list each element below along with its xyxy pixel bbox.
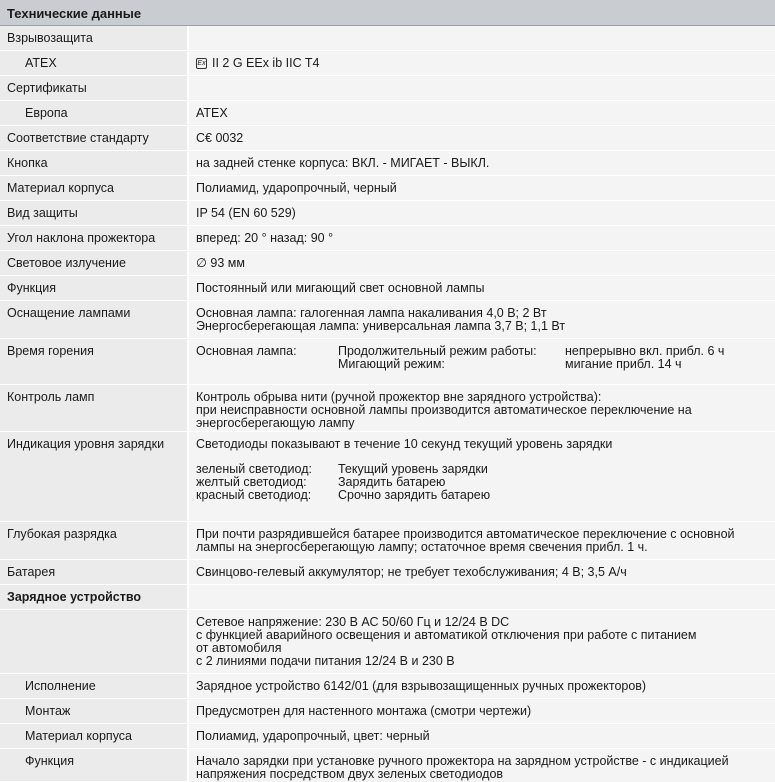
row-label: Глубокая разрядка xyxy=(0,522,187,559)
row-label: Контроль ламп xyxy=(0,385,187,431)
row-lamps xyxy=(0,301,775,339)
text-line: при неисправности основной лампы производится автоматическое переключение на xyxy=(196,403,692,417)
row-charger-supply xyxy=(0,610,775,674)
row-certificates xyxy=(0,76,775,101)
row-label: Сертификаты xyxy=(0,76,187,100)
row-value: Полиамид, ударопрочный, черный xyxy=(189,176,775,200)
row-value xyxy=(189,522,775,559)
row-value xyxy=(189,301,775,338)
row-burn-time xyxy=(0,339,775,385)
text-line: Контроль обрыва нити (ручной прожектор вне зарядного устройства): xyxy=(196,390,602,404)
row-label: ATEX xyxy=(0,51,187,75)
row-value xyxy=(189,432,775,521)
row-battery xyxy=(0,560,775,585)
row-charger-material xyxy=(0,724,775,749)
text-line: Светодиоды показывают в течение 10 секунд текущий уровень зарядки xyxy=(196,437,613,451)
row-value: на задней стенке корпуса: ВКЛ. - МИГАЕТ - ВЫКЛ. xyxy=(189,151,775,175)
row-label: Взрывозащита xyxy=(0,26,187,50)
row-charger-function xyxy=(0,749,775,782)
text-line: Основная лампа: галогенная лампа накаливания 4,0 В; 2 Вт xyxy=(196,306,547,320)
row-charger-mount xyxy=(0,699,775,724)
text-line: с функцией аварийного освещения и автоматикой отключения при работе с питанием xyxy=(196,628,697,642)
row-label: Угол наклона прожектора xyxy=(0,226,187,250)
row-value: вперед: 20 ° назад: 90 ° xyxy=(189,226,775,250)
burn-time-lamp: Основная лампа: xyxy=(196,344,297,358)
row-value xyxy=(189,51,775,75)
row-value xyxy=(189,610,775,673)
row-explosion-protection xyxy=(0,26,775,51)
row-value: Постоянный или мигающий свет основной лампы xyxy=(189,276,775,300)
row-value xyxy=(189,76,775,100)
row-label: Монтаж xyxy=(0,699,187,723)
row-value: Предусмотрен для настенного монтажа (смотри чертежи) xyxy=(189,699,775,723)
row-tilt-angle xyxy=(0,226,775,251)
row-label: Зарядное устройство xyxy=(0,585,187,609)
row-label: Время горения xyxy=(0,339,187,384)
row-value: IP 54 (EN 60 529) xyxy=(189,201,775,225)
row-value: Свинцово-гелевый аккумулятор; не требует техобслуживания; 4 В; 3,5 А/ч xyxy=(189,560,775,584)
row-value xyxy=(189,26,775,50)
row-value: ATEX xyxy=(189,101,775,125)
burn-time-mode xyxy=(338,345,537,371)
row-label: Батарея xyxy=(0,560,187,584)
atex-marking: II 2 G EEx ib IIC T4 xyxy=(212,56,320,70)
row-label: Оснащение лампами xyxy=(0,301,187,338)
text-line: от автомобиля xyxy=(196,641,282,655)
row-value xyxy=(189,585,775,609)
row-deep-discharge xyxy=(0,522,775,560)
row-label: Функция xyxy=(0,276,187,300)
row-charger-version xyxy=(0,674,775,699)
row-label: Европа xyxy=(0,101,187,125)
text-line: Сетевое напряжение: 230 В АС 50/60 Гц и 12/24 В DC xyxy=(196,615,510,629)
burn-duration-flashing: мигание прибл. 14 ч xyxy=(565,357,682,371)
row-label: Соответствие стандарту xyxy=(0,126,187,150)
burn-duration-continuous: непрерывно вкл. прибл. 6 ч xyxy=(565,344,725,358)
text-line: лампы на энергосберегающую лампу; остаточное время свечения прибл. 1 ч. xyxy=(196,540,648,554)
led-meaning: Зарядить батарею xyxy=(338,475,446,489)
row-label: Материал корпуса xyxy=(0,724,187,748)
row-value: ∅ 93 мм xyxy=(189,251,775,275)
row-light-emission xyxy=(0,251,775,276)
row-label: Исполнение xyxy=(0,674,187,698)
row-label: Световое излучение xyxy=(0,251,187,275)
row-value: Полиамид, ударопрочный, цвет: черный xyxy=(189,724,775,748)
led-meaning: Текущий уровень зарядки xyxy=(338,462,488,476)
row-value xyxy=(189,385,775,431)
text-line: энергосберегающую лампу xyxy=(196,416,355,430)
ex-marking-icon: Ex xyxy=(197,60,206,68)
row-atex xyxy=(0,51,775,76)
row-value xyxy=(189,749,775,782)
led-meaning: Срочно зарядить батарею xyxy=(338,488,491,502)
row-lamp-control xyxy=(0,385,775,432)
text-line: Начало зарядки при установке ручного прожектора на зарядном устройстве - с индикацией xyxy=(196,754,729,768)
row-function xyxy=(0,276,775,301)
row-label xyxy=(0,610,187,673)
burn-mode-continuous: Продолжительный режим работы: xyxy=(338,344,537,358)
text-line: Энергосберегающая лампа: универсальная лампа 3,7 В; 1,1 Вт xyxy=(196,319,566,333)
burn-mode-flashing: Мигающий режим: xyxy=(338,357,445,371)
row-europe xyxy=(0,101,775,126)
row-standard xyxy=(0,126,775,151)
text-line: напряжения посредством двух зеленых светодиодов xyxy=(196,767,504,781)
row-protection xyxy=(0,201,775,226)
burn-time-duration xyxy=(565,345,724,371)
row-label: Функция xyxy=(0,749,187,781)
row-charger xyxy=(0,585,775,610)
led-name: красный светодиод: xyxy=(196,488,312,502)
row-label: Материал корпуса xyxy=(0,176,187,200)
led-row xyxy=(196,489,775,502)
row-label: Кнопка xyxy=(0,151,187,175)
row-label: Вид защиты xyxy=(0,201,187,225)
text-line: При почти разрядившейся батарее производится автоматическое переключение с основной xyxy=(196,527,735,541)
row-label: Индикация уровня зарядки xyxy=(0,432,187,521)
row-value: C€ 0032 xyxy=(189,126,775,150)
row-housing-material xyxy=(0,176,775,201)
row-charge-indication xyxy=(0,432,775,522)
led-name: зеленый светодиод: xyxy=(196,462,312,476)
led-name: желтый светодиод: xyxy=(196,475,307,489)
text-line: с 2 линиями подачи питания 12/24 В и 230 В xyxy=(196,654,455,668)
row-button xyxy=(0,151,775,176)
row-value: Зарядное устройство 6142/01 (для взрывозащищенных ручных прожекторов) xyxy=(189,674,775,698)
row-value xyxy=(189,339,775,384)
table-title: Технические данные xyxy=(0,0,775,26)
